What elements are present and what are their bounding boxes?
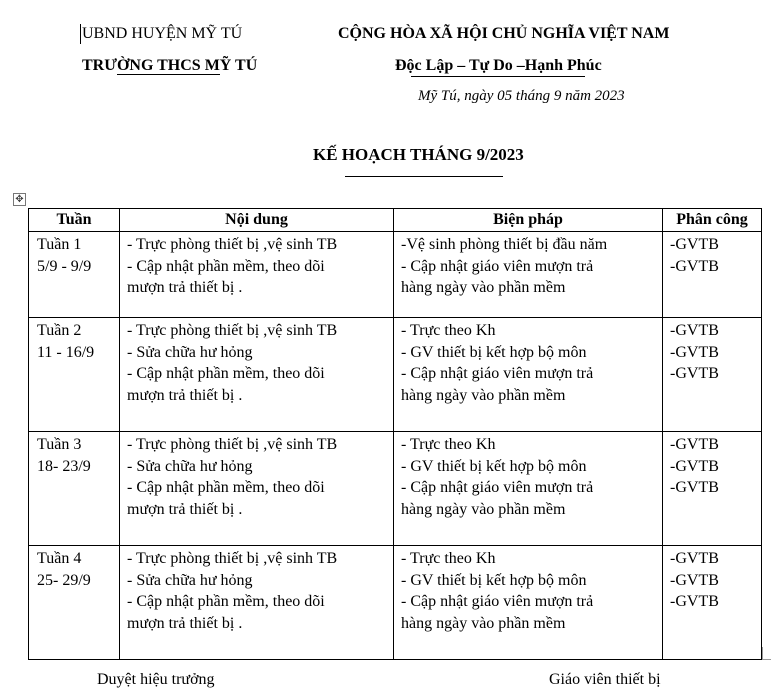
cell-week [29, 318, 120, 432]
cell-content [120, 546, 394, 660]
cell-line: - Cập nhật giáo viên mượn trả [401, 479, 594, 496]
cell-line: - Cập nhật phần mềm, theo dõi [127, 593, 325, 610]
cell-line: - Sửa chữa hư hỏng [127, 571, 253, 589]
plan-table [28, 208, 762, 660]
cell-line: 25- 29/9 [37, 571, 91, 589]
col-header-week: Tuần [29, 209, 120, 232]
cell-line: Tuần 3 [37, 436, 82, 453]
cell-line: - Trực theo Kh [401, 550, 496, 567]
table-row [29, 318, 762, 432]
cell-line: - Trực phòng thiết bị ,vệ sinh TB [127, 550, 338, 567]
cell-line: - Cập nhật giáo viên mượn trả [401, 593, 594, 610]
table-row [29, 546, 762, 660]
cell-assign [663, 232, 762, 318]
cell-line: - Sửa chữa hư hỏng [127, 457, 253, 475]
cell-line: hàng ngày vào phần mềm [401, 614, 566, 632]
cell-measures [394, 232, 663, 318]
cell-line: -GVTB [670, 236, 719, 253]
table-header-row [29, 209, 762, 232]
cell-line: -GVTB [670, 479, 719, 496]
cell-line: Tuần 4 [37, 550, 82, 567]
table-resize-handle[interactable] [762, 647, 771, 660]
cell-line: -GVTB [670, 550, 719, 567]
date-line: Mỹ Tú, ngày 05 tháng 9 năm 2023 [418, 88, 625, 104]
cell-line: Tuần 1 [37, 236, 82, 253]
cell-week [29, 546, 120, 660]
cell-week [29, 232, 120, 318]
cell-line: - Cập nhật phần mềm, theo dõi [127, 479, 325, 496]
cell-assign [663, 546, 762, 660]
cell-line: - Cập nhật phần mềm, theo dõi [127, 365, 325, 382]
cell-line: -GVTB [670, 343, 719, 361]
document-title: KẾ HOẠCH THÁNG 9/2023 [313, 145, 524, 164]
cell-line: - Trực theo Kh [401, 436, 496, 453]
cell-week [29, 432, 120, 546]
cell-measures [394, 318, 663, 432]
cell-line: mượn trả thiết bị . [127, 614, 243, 632]
cell-line: mượn trả thiết bị . [127, 279, 243, 296]
cell-line: - Cập nhật phần mềm, theo dõi [127, 257, 325, 275]
cell-line: -GVTB [670, 436, 719, 453]
cell-line: hàng ngày vào phần mềm [401, 386, 566, 404]
cell-line: -GVTB [670, 257, 719, 275]
cell-line: - Trực phòng thiết bị ,vệ sinh TB [127, 322, 338, 339]
org-line-2: TRƯỜNG THCS MỸ TÚ [82, 57, 258, 74]
col-header-assign: Phân công [663, 209, 762, 232]
org-underline [117, 74, 220, 75]
table-row [29, 432, 762, 546]
cell-line: hàng ngày vào phần mềm [401, 279, 566, 296]
org-line-1: UBND HUYỆN MỸ TÚ [82, 25, 243, 42]
cell-line: - Sửa chữa hư hỏng [127, 343, 253, 361]
cell-assign [663, 318, 762, 432]
cell-line: - Trực theo Kh [401, 322, 496, 339]
cell-assign [663, 432, 762, 546]
table-row [29, 232, 762, 318]
title-underline [345, 176, 503, 177]
signature-principal: Duyệt hiệu trưởng [97, 671, 215, 688]
country-line-2: Độc Lập – Tự Do –Hạnh Phúc [395, 57, 602, 74]
cell-line: - Trực phòng thiết bị ,vệ sinh TB [127, 436, 338, 453]
cell-line: mượn trả thiết bị . [127, 386, 243, 404]
cell-line: -GVTB [670, 571, 719, 589]
cell-line: - Cập nhật giáo viên mượn trả [401, 257, 594, 275]
cell-measures [394, 546, 663, 660]
motto-underline [411, 76, 585, 77]
cell-line: -GVTB [670, 322, 719, 339]
country-line-1: CỘNG HÒA XÃ HỘI CHỦ NGHĨA VIỆT NAM [338, 25, 670, 42]
signature-teacher: Giáo viên thiết bị [549, 671, 661, 688]
cell-line: - GV thiết bị kết hợp bộ môn [401, 343, 587, 361]
cell-line: -GVTB [670, 593, 719, 610]
text-cursor [80, 24, 81, 44]
cell-line: -GVTB [670, 365, 719, 382]
cell-line: - GV thiết bị kết hợp bộ môn [401, 571, 587, 589]
move-cross-icon[interactable]: ✥ [13, 193, 26, 206]
cell-line: 11 - 16/9 [37, 343, 95, 361]
cell-line: hàng ngày vào phần mềm [401, 500, 566, 518]
cell-content [120, 318, 394, 432]
cell-content [120, 432, 394, 546]
col-header-measures: Biện pháp [394, 209, 663, 232]
cell-line: - Cập nhật giáo viên mượn trả [401, 365, 594, 382]
cell-line: 18- 23/9 [37, 457, 91, 475]
cell-measures [394, 432, 663, 546]
cell-content [120, 232, 394, 318]
cell-line: 5/9 - 9/9 [37, 257, 92, 275]
cell-line: Tuần 2 [37, 322, 82, 339]
cell-line: -Vệ sinh phòng thiết bị đầu năm [401, 236, 608, 253]
cell-line: - Trực phòng thiết bị ,vệ sinh TB [127, 236, 338, 253]
cell-line: -GVTB [670, 457, 719, 475]
col-header-content: Nội dung [120, 209, 394, 232]
cell-line: mượn trả thiết bị . [127, 500, 243, 518]
cell-line: - GV thiết bị kết hợp bộ môn [401, 457, 587, 475]
